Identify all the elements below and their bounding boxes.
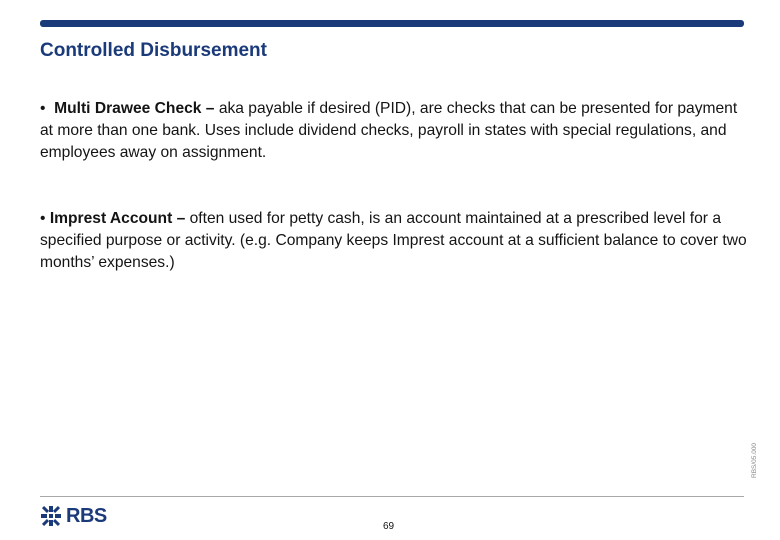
header-bar — [40, 20, 744, 27]
page-number: 69 — [383, 521, 395, 532]
footer-rule — [40, 496, 744, 497]
bullet-imprest-account — [40, 208, 750, 274]
logo-text: RBS — [66, 504, 107, 527]
slide-title: Controlled Disbursement — [40, 40, 267, 61]
bullet-term: Multi Drawee Check – — [54, 100, 215, 117]
rbs-daisy-icon — [40, 505, 62, 527]
bullet-text: aka payable if desired (PID), are checks that can be presented for payment at more than one bank. Uses include dividend checks, payroll in states with special regulations, and employees away on assignment. — [40, 100, 738, 161]
rbs-logo — [40, 505, 107, 527]
bullet-marker: • — [40, 100, 46, 117]
bullet-text: often used for petty cash, is an account maintained at a prescribed level for a specified purpose or activity. (e.g. Company keeps Imprest account at a sufficient balance to cover two months’ expenses.) — [40, 210, 747, 271]
bullet-multi-drawee-check — [40, 98, 750, 164]
bullet-term: Imprest Account – — [49, 210, 186, 227]
document-code: RBS/05.000 — [751, 442, 758, 478]
bullet-marker: • — [40, 210, 46, 227]
